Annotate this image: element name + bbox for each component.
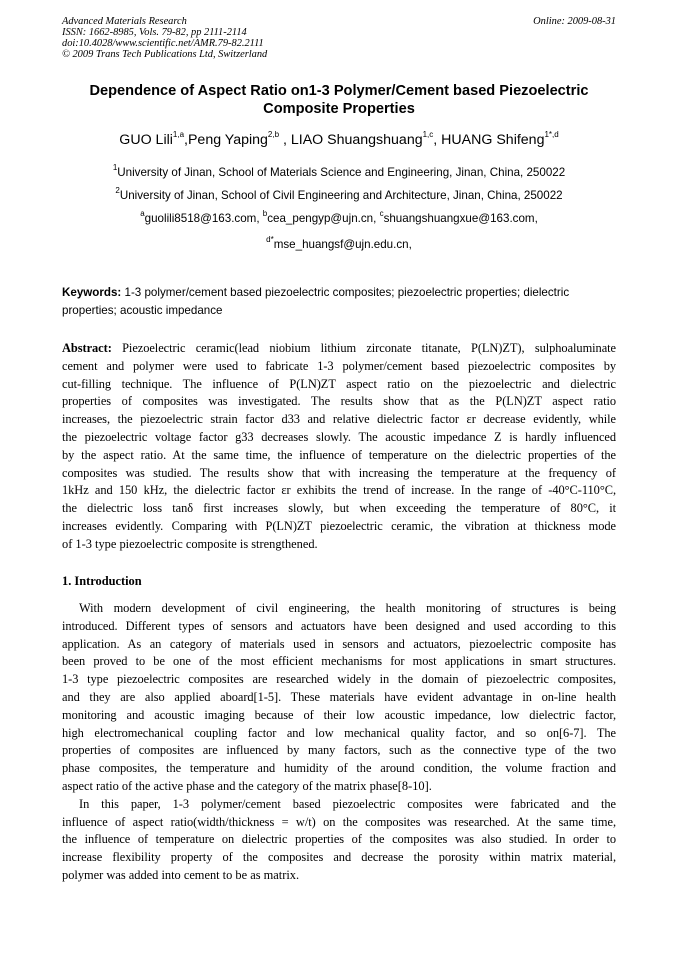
author-liao-sup: 1,c [422, 130, 434, 140]
email-b[interactable]: cea_pengyp@ujn.cn, [267, 212, 380, 225]
section-heading-introduction: 1. Introduction [62, 574, 142, 588]
keywords [62, 284, 616, 320]
affiliation-1-sup: 1 [112, 163, 118, 173]
email-b-sup: b [262, 209, 268, 219]
keywords-label: Keywords: [62, 286, 122, 299]
author-peng: ,Peng Yaping [184, 132, 268, 148]
email-a[interactable]: guolili8518@163.com, [144, 212, 263, 225]
email-a-sup: a [140, 209, 145, 219]
abstract-line: Abstract: Piezoelectric ceramic(lead niobium lithium zirconate titanate, P(LN)ZT), sulphoaluminate [62, 341, 616, 355]
abstract-line: by the aspect ratio. At the same time, the influence of temperature on the dielectric properties of the [62, 447, 616, 462]
intro-line: 1-3 type piezoelectric composites are researched widely in the domain of piezoelectric composites, [62, 672, 616, 687]
intro-line: introduced. Different types of sensors and actuators have been designed and used according to this [62, 618, 616, 633]
author-guo-sup: 1,a [172, 130, 185, 140]
intro-line: application. As an category of materials used in sensors and actuators, piezoelectric composite has [62, 636, 616, 651]
intro-line: In this paper, 1-3 polymer/cement based piezoelectric composites were fabricated and the [79, 796, 616, 811]
author-peng-sup: 2,b [267, 130, 280, 140]
affiliation-1-text: University of Jinan, School of Materials Science and Engineering, Jinan, China, 250022 [117, 166, 566, 179]
intro-line: the influence of temperature on dielectric properties of the composites was also studied. In order to [62, 832, 616, 847]
abstract-line: the piezoelectric voltage factor g33 decreases slowly. The acoustic impedance Z is hardly influenced [62, 429, 616, 444]
author-list [62, 131, 616, 149]
affiliation-2-sup: 2 [115, 186, 120, 196]
copyright-line: © 2009 Trans Tech Publications Ltd, Switzerland [62, 49, 268, 60]
author-guo: GUO Lili [119, 132, 173, 148]
abstract-line: composites was studied. The results show that with increasing the temperature at the frequency of [62, 465, 616, 480]
email-line-2 [62, 235, 616, 252]
abstract-line: cut-filling technique. The influence of P(LN)ZT aspect ratio on the piezoelectric and dielectric [62, 376, 616, 391]
abstract-line: increases evidently. Comparing with P(LN)ZT piezoelectric ceramic, the vibration at thickness mode [62, 518, 616, 533]
intro-line: influence of aspect ratio(width/thickness = w/t) on the composites was researched. At the same time, [62, 814, 616, 829]
intro-line: increase flexibility property of the composites and decrease the porosity within matrix material, [62, 850, 616, 865]
affiliation-1 [62, 163, 616, 180]
email-line-1 [62, 209, 616, 226]
intro-line: high electromechanical coupling factor and low mechanical quality factor, and so on[6-7]. The [62, 725, 616, 740]
author-huang: , HUANG Shifeng [433, 132, 545, 148]
email-c-sup: c [379, 209, 384, 219]
author-huang-sup: 1*,d [544, 130, 559, 140]
intro-line: aspect ratio of the active phase and the category of the matrix phase[8-10]. [62, 778, 432, 793]
affiliation-2 [62, 186, 616, 203]
abstract [62, 340, 616, 554]
keywords-text: 1-3 polymer/cement based piezoelectric composites; piezoelectric properties; dielectric properties; acoustic impedance [62, 286, 570, 317]
doi-line: doi:10.4028/www.scientific.net/AMR.79-82.2111 [62, 38, 264, 49]
abstract-line: 1kHz and 150 kHz, the dielectric factor εr exhibits the trend of increase. In the range of -40°C-110°C, [62, 483, 616, 498]
intro-line: and they are also applied aboard[1-5]. These materials have evident advantage in on-line health [62, 689, 616, 704]
affiliation-2-text: University of Jinan, School of Civil Engineering and Architecture, Jinan, China, 250022 [119, 189, 563, 202]
intro-line: properties of composites are influenced by many factors, such as the connective type of the two [62, 743, 616, 758]
journal-name: Advanced Materials Research [62, 16, 187, 27]
intro-line: With modern development of civil engineering, the health monitoring of structures is being [79, 601, 616, 615]
intro-line: monitoring and acoustic imaging because of their low acoustic impedance, low dielectric factor, [62, 707, 616, 722]
email-d[interactable]: mse_huangsf@ujn.edu.cn, [273, 238, 412, 251]
abstract-label: Abstract: [62, 341, 112, 355]
intro-line: phase composites, the temperature and humidity of the around condition, the volume fraction and [62, 761, 616, 776]
intro-line: polymer was added into cement to be as matrix. [62, 867, 300, 882]
abstract-line: properties of composites was investigated. The results show that as the P(LN)ZT aspect ratio [62, 394, 616, 409]
abstract-line: increases, the piezoelectric strain factor d33 and relative dielectric factor εr decrease evidently, while [62, 412, 616, 427]
online-date: Online: 2009-08-31 [533, 16, 616, 27]
paper-title [62, 82, 616, 118]
intro-line: been proved to be one of the most efficient mechanisms for most applications in smart structures. [62, 654, 616, 669]
abstract-line: the dielectric loss tanδ first increases slowly, but when exceeding the temperature of 80°C, it [62, 501, 616, 516]
email-d-sup: d* [266, 235, 274, 245]
issn-line: ISSN: 1662-8985, Vols. 79-82, pp 2111-2114 [62, 27, 247, 38]
journal-header [62, 16, 616, 60]
title-line-2: Composite Properties [263, 101, 415, 117]
title-line-1: Dependence of Aspect Ratio on1-3 Polymer/Cement based Piezoelectric [89, 83, 589, 99]
author-liao: , LIAO Shuangshuang [279, 132, 423, 148]
abstract-line: cement and polymer were used to fabricate 1-3 polymer/cement based piezoelectric composites by [62, 358, 616, 373]
abstract-line: of 1-3 type piezoelectric composite is strengthened. [62, 536, 318, 551]
introduction-body [62, 600, 616, 885]
email-c[interactable]: shuangshuangxue@163.com, [383, 212, 538, 225]
